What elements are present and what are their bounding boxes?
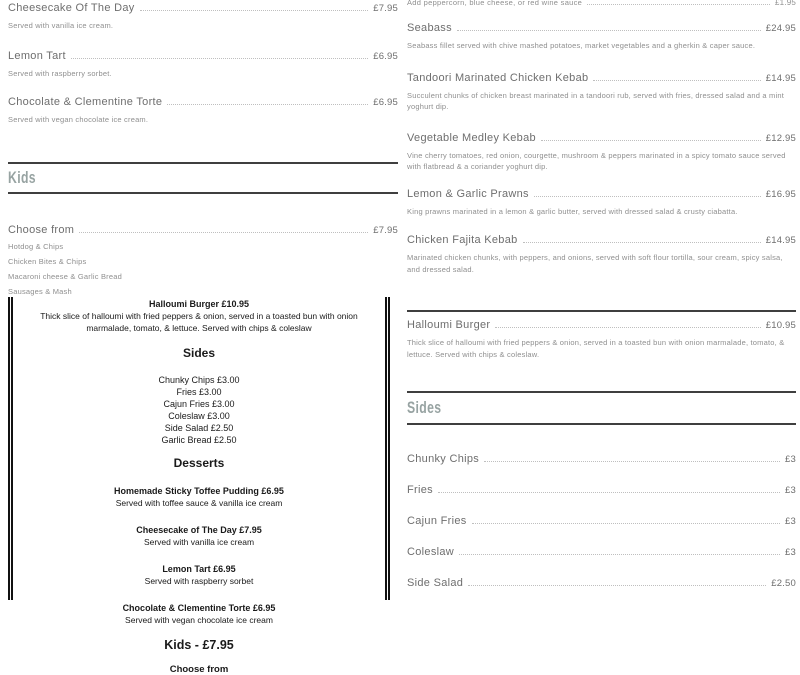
menu-item-description: Served with raspberry sorbet. xyxy=(8,68,112,78)
embedded-sides-list xyxy=(19,374,379,446)
kids-options-list xyxy=(8,239,398,299)
dotted-leader xyxy=(587,4,770,5)
menu-item-description: King prawns marinated in a lemon & garlic butter, served with dressed salad & crusty ciabatta. xyxy=(407,206,738,216)
dotted-leader xyxy=(140,10,369,11)
menu-item-name: Tandoori Marinated Chicken Kebab xyxy=(407,71,589,84)
menu-item xyxy=(8,224,398,299)
menu-item-price: £6.95 xyxy=(373,50,398,62)
dotted-leader xyxy=(438,492,780,493)
right-column xyxy=(407,0,796,589)
dotted-leader xyxy=(523,242,761,243)
side-item-row xyxy=(407,546,796,558)
embedded-side-item: Coleslaw £3.00 xyxy=(168,411,230,421)
menu-item-name: Chicken Fajita Kebab xyxy=(407,234,518,246)
embedded-side-item: Side Salad £2.50 xyxy=(164,423,234,433)
menu-item-row xyxy=(407,234,796,246)
side-item-row xyxy=(407,484,796,496)
menu-item-price: £7.95 xyxy=(373,224,398,236)
menu-item-price: £12.95 xyxy=(765,132,796,144)
embedded-side-item: Cajun Fries £3.00 xyxy=(163,399,235,409)
menu-item-price: £24.95 xyxy=(765,23,796,34)
embedded-side-item: Chunky Chips £3.00 xyxy=(158,375,240,385)
menu-item xyxy=(8,2,398,32)
embedded-dessert-entry xyxy=(19,564,379,586)
kids-option: Macaroni cheese & Garlic Bread xyxy=(8,271,122,281)
menu-item-name: Lemon & Garlic Prawns xyxy=(407,187,529,200)
menu-item xyxy=(8,50,398,80)
menu-item-price: £6.95 xyxy=(373,97,398,108)
menu-item xyxy=(8,96,398,126)
menu-item-price: £14.95 xyxy=(765,72,796,84)
section-divider xyxy=(8,192,398,194)
menu-item-name: Vegetable Medley Kebab xyxy=(407,131,536,144)
dotted-leader xyxy=(495,327,760,328)
embedded-kids-menu-box xyxy=(8,297,390,675)
dotted-leader xyxy=(593,80,760,81)
side-item-price: £3 xyxy=(785,547,796,558)
left-column xyxy=(8,0,398,299)
dotted-leader xyxy=(167,104,368,105)
side-item-row xyxy=(407,577,796,589)
menu-item-row xyxy=(407,72,796,84)
menu-item-name: Cheesecake Of The Day xyxy=(8,2,135,14)
embedded-sides-heading: Sides xyxy=(182,346,215,360)
side-item-name: Coleslaw xyxy=(407,546,455,558)
menu-item-price: £7.95 xyxy=(373,3,398,14)
dotted-leader xyxy=(468,585,766,586)
embedded-dessert-name: Lemon Tart £6.95 xyxy=(162,564,236,574)
menu-item xyxy=(407,72,796,113)
side-item-row xyxy=(407,453,796,465)
kids-option: Hotdog & Chips xyxy=(8,241,64,251)
embedded-dessert-description: Served with raspberry sorbet xyxy=(144,576,254,586)
side-item-price: £2.50 xyxy=(771,578,796,589)
sauce-addon-row xyxy=(407,0,796,8)
menu-item-description: Vine cherry tomatoes, red onion, courgette, mushroom & peppers marinated in a spicy tomato sauce served with flatbread & a coriander yoghurt dip. xyxy=(407,150,786,171)
addon-label: Add peppercorn, blue cheese, or red wine sauce xyxy=(407,0,583,7)
embedded-dessert-name: Cheesecake of The Day £7.95 xyxy=(136,525,262,535)
menu-item-description: Succulent chunks of chicken breast marinated in a tandoori rub, served with fries, dressed salad and a mint yoghurt dip. xyxy=(407,90,785,111)
embedded-burger-title: Halloumi Burger £10.95 xyxy=(148,299,250,309)
section-divider xyxy=(407,423,796,425)
menu-item-row xyxy=(8,2,398,14)
menu-item-row xyxy=(8,96,398,108)
embedded-dessert-entry xyxy=(19,486,379,508)
kids-option: Chicken Bites & Chips xyxy=(8,256,87,266)
dotted-leader xyxy=(472,523,780,524)
embedded-kids-heading: Kids - £7.95 xyxy=(164,638,234,652)
side-item-row xyxy=(407,515,796,527)
dotted-leader xyxy=(459,554,780,555)
side-item-name: Side Salad xyxy=(407,577,464,589)
menu-item xyxy=(407,188,796,218)
side-item-price: £3 xyxy=(785,454,796,465)
sides-section-heading: Sides xyxy=(407,398,442,417)
kids-section-heading: Kids xyxy=(8,167,36,187)
menu-item xyxy=(407,22,796,52)
side-item-name: Cajun Fries xyxy=(407,515,467,527)
embedded-dessert-name: Homemade Sticky Toffee Pudding £6.95 xyxy=(114,486,284,496)
menu-item-price: £14.95 xyxy=(765,235,796,246)
embedded-side-item: Fries £3.00 xyxy=(176,387,222,397)
embedded-dessert-description: Served with toffee sauce & vanilla ice cream xyxy=(115,498,283,508)
dotted-leader xyxy=(541,140,761,141)
embedded-dessert-entry xyxy=(19,603,379,625)
menu-item xyxy=(407,319,796,360)
menu-item-name: Choose from xyxy=(8,223,75,236)
menu-item xyxy=(407,132,796,173)
side-item-price: £3 xyxy=(785,516,796,527)
menu-item-description: Marinated chicken chunks, with peppers, and onions, served with soft flour tortilla, sour cream, spicy salsa, and dressed salad. xyxy=(407,253,783,274)
menu-item-name: Seabass xyxy=(407,22,452,34)
menu-item-price: £16.95 xyxy=(765,188,796,200)
section-divider xyxy=(8,162,398,164)
section-divider xyxy=(407,391,796,393)
side-item-name: Fries xyxy=(407,484,433,496)
dotted-leader xyxy=(79,232,368,233)
dotted-leader xyxy=(457,30,761,31)
menu-item-name: Halloumi Burger xyxy=(407,319,491,331)
menu-item-name: Chocolate & Clementine Torte xyxy=(8,96,163,108)
embedded-choose-from: Choose from xyxy=(169,664,229,675)
side-item-name: Chunky Chips xyxy=(407,453,480,465)
section-divider xyxy=(407,310,796,312)
side-item-price: £3 xyxy=(785,485,796,496)
embedded-dessert-description: Served with vanilla ice cream xyxy=(143,537,255,547)
menu-item xyxy=(407,234,796,275)
dotted-leader xyxy=(71,58,368,59)
menu-item-row xyxy=(407,319,796,331)
embedded-dessert-entry xyxy=(19,525,379,547)
menu-item-row xyxy=(407,132,796,144)
menu-item-description: Seabass fillet served with chive mashed potatoes, market vegetables and a gherkin & caper sauce. xyxy=(407,41,756,50)
embedded-burger-description: Thick slice of halloumi with fried peppers & onion, served in a toasted bun with onion marmalade, tomato, & lettuce. Served with chips & coleslaw xyxy=(40,311,358,333)
embedded-side-item: Garlic Bread £2.50 xyxy=(161,435,237,445)
menu-item-row xyxy=(407,188,796,200)
kids-option: Sausages & Mash xyxy=(8,286,72,296)
menu-item-description: Served with vegan chocolate ice cream. xyxy=(8,115,149,124)
menu-item-row xyxy=(407,22,796,34)
menu-item-row xyxy=(8,224,398,236)
embedded-dessert-description: Served with vegan chocolate ice cream xyxy=(125,615,273,625)
dotted-leader xyxy=(484,461,780,462)
addon-price: £1.95 xyxy=(774,0,796,7)
menu-item-price: £10.95 xyxy=(765,320,796,331)
embedded-dessert-name: Chocolate & Clementine Torte £6.95 xyxy=(122,603,276,613)
menu-item-description: Thick slice of halloumi with fried peppers & onion, served in a toasted bun with onion marmalade, tomato, & lettuce. Served with chips & coleslaw. xyxy=(407,338,785,359)
embedded-desserts-heading: Desserts xyxy=(173,456,225,470)
dotted-leader xyxy=(534,196,761,197)
menu-item-description: Served with vanilla ice cream. xyxy=(8,21,114,30)
menu-item-name: Lemon Tart xyxy=(8,49,66,62)
menu-item-row xyxy=(8,50,398,62)
